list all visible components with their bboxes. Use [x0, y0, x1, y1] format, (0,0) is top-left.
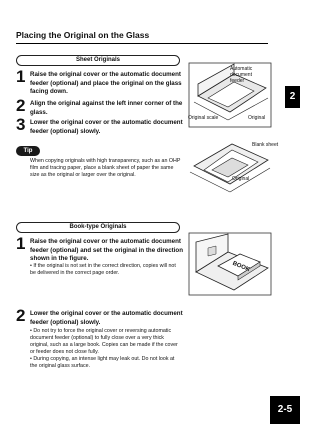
step-text: Align the original against the left inner corner of the glass.: [30, 100, 183, 116]
step-number: 3: [16, 115, 26, 134]
label-original-scale: Original scale: [188, 115, 219, 121]
label-original: Original: [248, 115, 266, 121]
label-original-2: Original: [232, 176, 250, 182]
step-number: 1: [16, 67, 26, 86]
step-text: Raise the original cover or the automatic document feeder (optional) and set the original in the direction shown in the figure.: [30, 238, 183, 263]
label-blank-sheet: Blank sheet: [252, 142, 279, 148]
bullet-text: During copying, an intense light may leak out. Do not look at the original glass surface.: [30, 356, 175, 369]
page-number: 2-5: [270, 396, 300, 424]
bullet-item: • Do not try to force the original cover or reversing automatic document feeder (optional) to fully close over a very thick original, such as a large book. Copies can be made if the cover or feeder does not close fully.: [30, 328, 178, 355]
page-title: Placing the Original on the Glass: [16, 30, 150, 40]
bullet-text: If the original is not set in the correct direction, copies will not be delivered in the correct page order.: [30, 263, 176, 276]
tip-text: When copying originals with high transparency, such as an OHP film and tracing paper, place a blank sheet of paper the same size as the original or larger over the original.: [30, 158, 181, 178]
bullet-item: • During copying, an intense light may leak out. Do not look at the original glass surface.: [30, 356, 175, 369]
figure-book-original: [188, 232, 272, 296]
bullet-text: Do not try to force the original cover or reversing automatic document feeder (optional) to fully close over a very thick original, such as a large book. Copies can be made if the cover or feeder does not close fully.: [30, 328, 178, 355]
step-text: Raise the original cover or the automatic document feeder (optional) and place the original on the glass facing down.: [30, 71, 182, 96]
section-book-originals: Book-type Originals: [16, 222, 180, 233]
chapter-tab: 2: [285, 86, 300, 108]
section-sheet-originals: Sheet Originals: [16, 55, 180, 66]
step-number: 1: [16, 234, 26, 253]
label-book: BOOK: [231, 260, 251, 274]
bullet-item: • If the original is not set in the correct direction, copies will not be delivered in the correct page order.: [30, 263, 176, 276]
label-adf: Automatic document feeder: [230, 66, 253, 84]
step-number: 2: [16, 96, 26, 115]
tip-badge: Tip: [16, 146, 40, 156]
title-rule: [16, 43, 268, 44]
step-number: 2: [16, 306, 26, 325]
step-text: Lower the original cover or the automatic document feeder (optional) slowly.: [30, 119, 183, 135]
step-text: Lower the original cover or the automatic document feeder (optional) slowly.: [30, 310, 183, 326]
